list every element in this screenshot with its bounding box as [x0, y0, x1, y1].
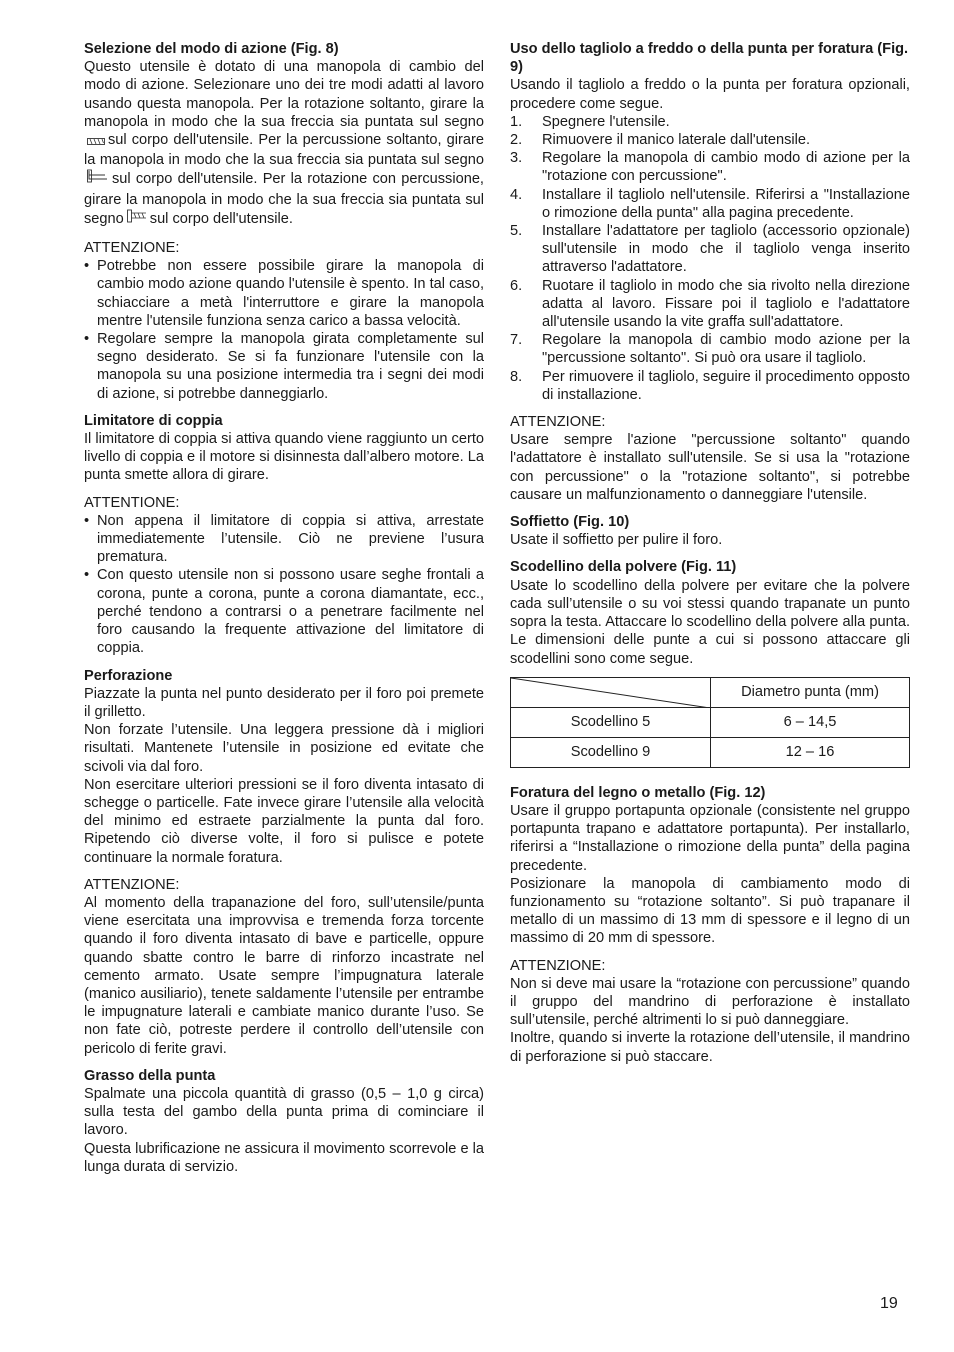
step-item — [510, 186, 910, 222]
left-column — [84, 40, 484, 1185]
step-text: Regolare la manopola di cambio modo di azione per la "rotazione con percussione". — [542, 150, 910, 185]
attention-text: Inoltre, quando si inverte la rotazione dell’utensile, il mandrino di perforazione si può staccare. — [510, 1030, 910, 1065]
table-header-row — [511, 677, 910, 707]
table-corner-cell — [511, 677, 711, 707]
section-title: Soffietto (Fig. 10) — [510, 514, 630, 531]
bullet-item: • Regolare sempre la manopola girata completamente sul segno desiderato. Se si fa funzionare l'utensile con la manopola su una posizione intermedia tra i segni dei modi di azione, si potrebbe danneggiarlo. — [84, 330, 484, 403]
section-title: Perforazione — [84, 667, 173, 684]
step-number: 8. — [510, 368, 523, 385]
paragraph: Usate lo scodellino della polvere per evitare che la polvere cada sull’utensile o su voi stessi quando trapanate un punto sopra la testa. Attaccare lo scodellino della polvere alla punta. Le dimensioni delle punte a cui si possono attaccare gli scodellini sono come segue. — [510, 577, 910, 667]
paragraph: Non forzate l’utensile. Una leggera pressione dà i migliori risultati. Mantenete l’utensile in posizione ed evitate che scivoli via dal foro. — [84, 722, 484, 775]
paragraph: Usando il tagliolo a freddo o la punta per foratura opzionali, procedere come segue. — [510, 77, 910, 112]
step-number: 3. — [510, 150, 523, 167]
table-cell-value: 6 – 14,5 — [711, 707, 910, 737]
paragraph: Usare il gruppo portapunta opzionale (consistente nel gruppo portapunta trapano e adattatore portapunta). Per installarlo, riferirsi a “Installazione o rimozione della punta” della pagina precedente. — [510, 802, 910, 874]
paragraph: Non esercitare ulteriori pressioni se il foro diventa intasato di schegge o particelle. Fate invece girare l’utensile alla velocità del minimo ed estraete parzialmente la punta dal foro. Ripetendo ciò diverse volte, il foro si pulisce e potete continuare la normale foratura. — [84, 776, 484, 866]
section-dust-cup — [510, 558, 910, 767]
step-item — [510, 149, 910, 185]
right-column — [510, 40, 910, 1075]
hammer-symbol-icon — [87, 169, 109, 190]
attention-text: Usare sempre l'azione "percussione soltanto" quando l'adattatore è installato sull'utensile. Se si usa la "rotazione con percussione" o la "rotazione soltanto", si potrebbe causare un malfunzionamento o danneggiare l'utensile. — [510, 432, 910, 503]
attention-text: Al momento della trapanazione del foro, sull’utensile/punta viene esercitata una improvvisa e tremenda forza torcente quando il foro diventa intasato di bave e particelle, oppure quando sbatte contro le barre di rinforzo incastrate nel cemento armato. Usate sempre l’impugnatura laterale (manico ausiliario), tenete saldamente l’utensile per entrambe le impugnature laterali e cambiate manico durante l’uso. Se non fate ciò, potreste perdere il controllo dell’utensile con pericolo di ferite gravi. — [84, 894, 484, 1057]
table-cell-label: Scodellino 9 — [511, 737, 711, 767]
step-item — [510, 131, 910, 149]
paragraph: Questa lubrificazione ne assicura il movimento scorrevole e la lunga durata di servizio. — [84, 1140, 484, 1175]
section-title: Foratura del legno o metallo (Fig. 12) — [510, 784, 766, 801]
step-text: Installare il tagliolo nell'utensile. Riferirsi a "Installazione o rimozione della punta" alla pagina precedente. — [542, 186, 910, 221]
step-text: Installare l'adattatore per tagliolo (accessorio opzionale) sull'utensile in modo che il tagliolo venga inserito attraverso l'adattatore. — [542, 223, 910, 276]
attention-label: ATTENZIONE: — [510, 414, 606, 431]
paragraph: Posizionare la manopola di cambiamento modo di funzionamento su “rotazione soltanto”. Si può trapanare il metallo di un massimo di 13 mm di spessore e il legno di un massimo di 20 mm di spessore. — [510, 875, 910, 947]
table-header-cell: Diametro punta (mm) — [711, 677, 910, 707]
step-item — [510, 331, 910, 367]
step-text: Ruotare il tagliolo in modo che sia rivolto nella direzione adatta al lavoro. Fissare poi il tagliolo e l'adattatore all'utensile usando la vite graffa sull'adattatore. — [542, 277, 910, 331]
bullet-item: • Non appena il limitatore di coppia si attiva, arrestate immediatemente l’utensile. Ciò ne previene l’usura prematura. — [84, 512, 484, 567]
section-title: Limitatore di coppia — [84, 412, 223, 429]
step-number: 6. — [510, 277, 523, 294]
table-row — [511, 707, 910, 737]
bullet-item: • Potrebbe non essere possibile girare la manopola di cambio modo azione quando l'utensile è spento. In tal caso, schiacciare a metà l'interruttore e girare la manopola mentre l'utensile funziona senza carico a bassa velocità. — [84, 257, 484, 330]
attention-label: ATTENZIONE: — [510, 957, 606, 974]
section-title: Scodellino della polvere (Fig. 11) — [510, 559, 737, 576]
section-torque-limiter — [84, 412, 484, 658]
paragraph: Piazzate la punta nel punto desiderato per il foro poi premete il grilletto. — [84, 685, 484, 720]
step-text: Per rimuovere il tagliolo, seguire il procedimento opposto di installazione. — [542, 368, 910, 403]
step-number: 7. — [510, 332, 523, 349]
section-drilling — [84, 667, 484, 1058]
paragraph: Usate il soffietto per pulire il foro. — [510, 532, 723, 549]
page-number: 19 — [880, 1295, 898, 1312]
section-title: Uso dello tagliolo a freddo o della punta per foratura (Fig. 9) — [510, 41, 909, 76]
section-blow-out-bulb — [510, 513, 910, 549]
dust-cup-table — [510, 677, 910, 768]
section-wood-metal-drilling — [510, 784, 910, 1066]
section-title: Selezione del modo di azione (Fig. 8) — [84, 41, 339, 57]
step-number: 4. — [510, 186, 523, 203]
step-text: Regolare la manopola di cambio modo azione per la "percussione soltanto". Si può ora usare il tagliolo. — [542, 332, 910, 367]
attention-text: Non si deve mai usare la “rotazione con percussione” quando il gruppo del mandrino di perforazione è installato sull’utensile, perché altrimenti lo si può danneggiare. — [510, 975, 910, 1029]
bullet-list — [84, 512, 484, 658]
section-chisel-usage — [510, 40, 910, 504]
attention-label: ATTENZIONE: — [84, 240, 180, 257]
section-title: Grasso della punta — [84, 1067, 216, 1084]
paragraph: Questo utensile è dotato di una manopola di cambio del modo di azione. Selezionare uno dei tre modi adatti al lavoro usando questa manopola. Per la rotazione soltanto, girare la manopola in modo che la sua freccia sia puntata sul segnosul corpo dell'utensile. Per la percussione soltanto, girare la manopola in modo che la sua freccia sia puntata sul segnosul corpo dell'utensile. Per la rotazione con percussione, girare la manopola in modo che la sua freccia sia puntata sul segno sul corpo dell'utensile. — [84, 58, 484, 230]
section-bit-grease — [84, 1067, 484, 1176]
section-mode-selection — [84, 40, 484, 403]
paragraph: Spalmate una piccola quantità di grasso (0,5 – 1,0 g circa) sulla testa del gambo della punta prima di cominciare il lavoro. — [84, 1085, 484, 1139]
table-cell-label: Scodellino 5 — [511, 707, 711, 737]
step-item — [510, 113, 910, 131]
step-item — [510, 277, 910, 332]
step-number: 5. — [510, 223, 523, 240]
step-number: 1. — [510, 113, 523, 130]
table-row — [511, 737, 910, 767]
step-text: Rimuovere il manico laterale dall'utensile. — [542, 132, 811, 149]
step-item — [510, 368, 910, 404]
table-cell-value: 12 – 16 — [711, 737, 910, 767]
paragraph: Il limitatore di coppia si attiva quando viene raggiunto un certo livello di coppia e il motore si disinnesta dall’albero motore. La punta smette allora di girare. — [84, 431, 484, 484]
rotation-symbol-icon — [87, 133, 105, 151]
diagonal-line-icon — [511, 678, 710, 708]
bullet-list — [84, 257, 484, 403]
step-number: 2. — [510, 132, 523, 149]
rotation-hammer-symbol-icon — [127, 209, 147, 230]
step-list — [510, 113, 910, 404]
attention-label: ATTENTIONE: — [84, 494, 180, 511]
attention-label: ATTENZIONE: — [84, 876, 180, 893]
step-item — [510, 222, 910, 277]
step-text: Spegnere l'utensile. — [542, 113, 670, 130]
bullet-item: • Con questo utensile non si possono usare seghe frontali a corona, punte a corona, punte a corona diamantate, ecc., perché tendono a contrarsi o a penetrare facilmente nel foro causando la frequente attivazione del limitatore di coppia. — [84, 566, 484, 657]
